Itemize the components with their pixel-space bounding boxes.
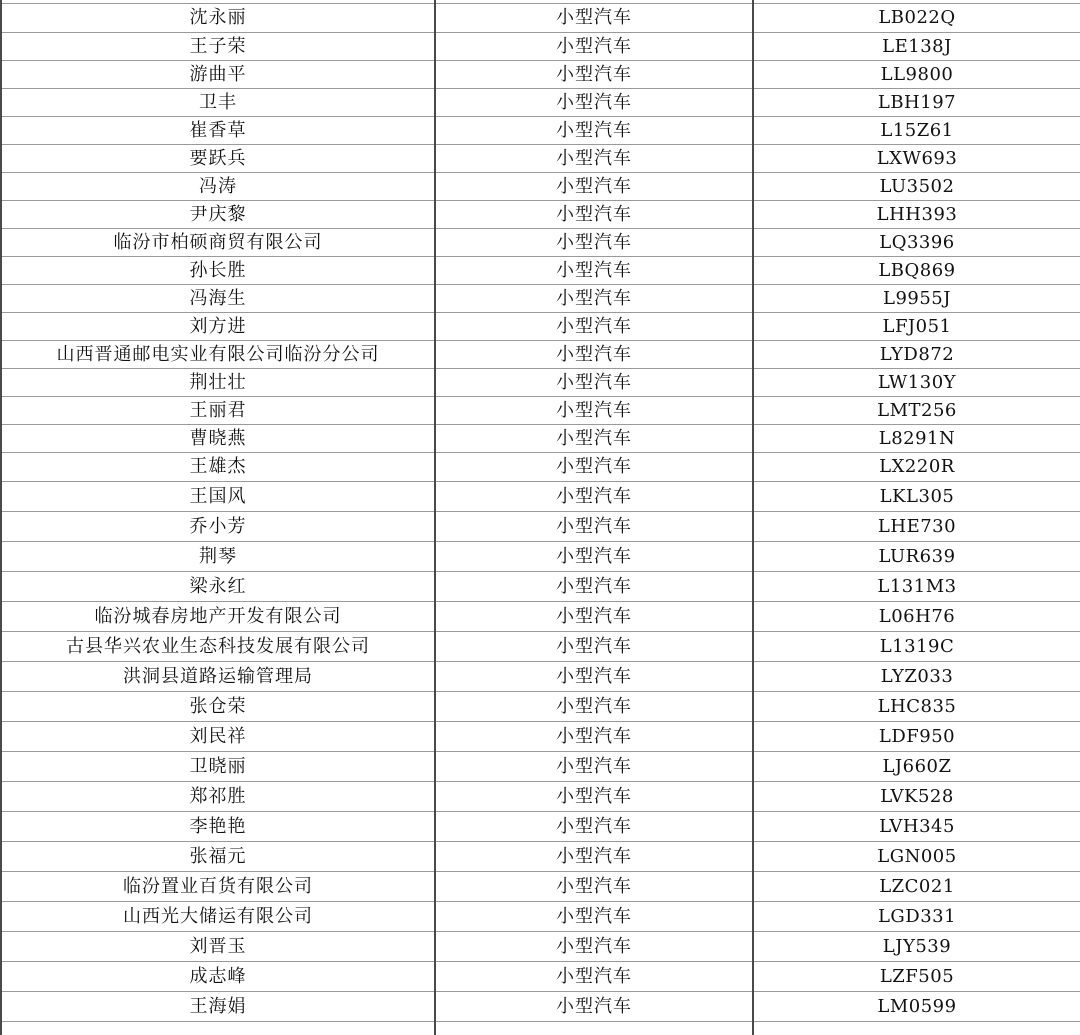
plate-number-cell: LZC021 [753,872,1080,902]
plate-number-cell: L8291N [753,425,1080,453]
table-row [1,752,1080,782]
vehicle-type-cell: 小型汽车 [435,542,753,572]
plate-number-cell: LYZ033 [753,662,1080,692]
owner-name-cell: 临汾市柏硕商贸有限公司 [1,229,435,257]
plate-number-cell: LHH393 [753,201,1080,229]
plate-number-cell [753,1022,1080,1035]
plate-number-cell: LMT256 [753,397,1080,425]
vehicle-type-cell: 小型汽车 [435,257,753,285]
vehicle-type-cell: 小型汽车 [435,89,753,117]
table-row [1,902,1080,932]
table-row [1,722,1080,752]
owner-name-cell: 梁永红 [1,572,435,602]
plate-number-cell: L06H76 [753,602,1080,632]
table-row [1,782,1080,812]
table-row [1,201,1080,229]
plate-number-cell: LYD872 [753,341,1080,369]
owner-name-cell: 荆壮壮 [1,369,435,397]
table-row [1,962,1080,992]
owner-name-cell: 卫晓丽 [1,752,435,782]
table-row [1,285,1080,313]
table-row [1,482,1080,512]
owner-name-cell: 游曲平 [1,61,435,89]
table-row [1,61,1080,89]
owner-name-cell: 古县华兴农业生态科技发展有限公司 [1,632,435,662]
vehicle-type-cell: 小型汽车 [435,632,753,662]
vehicle-table-body [1,0,1080,1035]
owner-name-cell: 刘晋玉 [1,932,435,962]
table-row [1,542,1080,572]
plate-number-cell: LX220R [753,453,1080,482]
plate-number-cell: LE138J [753,33,1080,61]
plate-number-cell: L9955J [753,285,1080,313]
plate-number-cell: LUR639 [753,542,1080,572]
owner-name-cell: 曹晓燕 [1,425,435,453]
plate-number-cell: LBQ869 [753,257,1080,285]
vehicle-type-cell: 小型汽车 [435,229,753,257]
vehicle-type-cell: 小型汽车 [435,61,753,89]
plate-number-cell: LB022Q [753,4,1080,33]
owner-name-cell: 张福元 [1,842,435,872]
vehicle-type-cell: 小型汽车 [435,173,753,201]
table-row [1,369,1080,397]
vehicle-type-cell: 小型汽车 [435,369,753,397]
table-row [1,257,1080,285]
plate-number-cell: LVK528 [753,782,1080,812]
plate-number-cell: LL9800 [753,61,1080,89]
owner-name-cell: 张仓荣 [1,692,435,722]
table-row [1,425,1080,453]
plate-number-cell: LZF505 [753,962,1080,992]
vehicle-type-cell: 小型汽车 [435,285,753,313]
plate-number-cell: LHC835 [753,692,1080,722]
owner-name-cell: 孙长胜 [1,257,435,285]
vehicle-type-cell: 小型汽车 [435,425,753,453]
owner-name-cell: 洪洞县道路运输管理局 [1,662,435,692]
table-row [1,117,1080,145]
vehicle-type-cell: 小型汽车 [435,662,753,692]
owner-name-cell: 沈永丽 [1,4,435,33]
plate-number-cell: LGD331 [753,902,1080,932]
plate-number-cell: LJ660Z [753,752,1080,782]
plate-number-cell: LFJ051 [753,313,1080,341]
plate-number-cell: LGN005 [753,842,1080,872]
owner-name-cell: 崔香草 [1,117,435,145]
table-row [1,397,1080,425]
plate-number-cell: L1319C [753,632,1080,662]
owner-name-cell: 王海娟 [1,992,435,1022]
vehicle-type-cell: 小型汽车 [435,962,753,992]
vehicle-type-cell: 小型汽车 [435,572,753,602]
table-row [1,992,1080,1022]
owner-name-cell: 刘方进 [1,313,435,341]
vehicle-type-cell: 小型汽车 [435,482,753,512]
table-row [1,932,1080,962]
plate-number-cell: L15Z61 [753,117,1080,145]
owner-name-cell: 郑祁胜 [1,782,435,812]
table-row [1,1022,1080,1035]
owner-name-cell: 山西光大储运有限公司 [1,902,435,932]
owner-name-cell: 尹庆黎 [1,201,435,229]
vehicle-type-cell: 小型汽车 [435,992,753,1022]
vehicle-type-cell: 小型汽车 [435,4,753,33]
vehicle-type-cell: 小型汽车 [435,602,753,632]
owner-name-cell: 李艳艳 [1,812,435,842]
table-row [1,4,1080,33]
vehicle-type-cell: 小型汽车 [435,313,753,341]
plate-number-cell: LQ3396 [753,229,1080,257]
vehicle-type-cell: 小型汽车 [435,117,753,145]
plate-number-cell: LU3502 [753,173,1080,201]
table-row [1,692,1080,722]
owner-name-cell: 乔小芳 [1,512,435,542]
vehicle-type-cell: 小型汽车 [435,33,753,61]
owner-name-cell [1,1022,435,1035]
table-row [1,842,1080,872]
table-row [1,453,1080,482]
plate-number-cell: L131M3 [753,572,1080,602]
plate-number-cell: LBH197 [753,89,1080,117]
owner-name-cell: 王雄杰 [1,453,435,482]
owner-name-cell: 王丽君 [1,397,435,425]
table-row [1,89,1080,117]
plate-number-cell: LW130Y [753,369,1080,397]
table-row [1,812,1080,842]
plate-number-cell: LVH345 [753,812,1080,842]
table-row [1,872,1080,902]
table-row [1,512,1080,542]
owner-name-cell: 王子荣 [1,33,435,61]
table-row [1,572,1080,602]
owner-name-cell: 要跃兵 [1,145,435,173]
vehicle-type-cell: 小型汽车 [435,692,753,722]
vehicle-type-cell: 小型汽车 [435,932,753,962]
owner-name-cell: 荆琴 [1,542,435,572]
owner-name-cell: 临汾置业百货有限公司 [1,872,435,902]
plate-number-cell: LDF950 [753,722,1080,752]
vehicle-type-cell: 小型汽车 [435,782,753,812]
vehicle-type-cell: 小型汽车 [435,201,753,229]
owner-name-cell: 卫丰 [1,89,435,117]
vehicle-type-cell: 小型汽车 [435,842,753,872]
owner-name-cell: 冯海生 [1,285,435,313]
vehicle-type-cell: 小型汽车 [435,397,753,425]
vehicle-type-cell: 小型汽车 [435,512,753,542]
vehicle-type-cell: 小型汽车 [435,145,753,173]
vehicle-type-cell: 小型汽车 [435,902,753,932]
owner-name-cell: 冯涛 [1,173,435,201]
plate-number-cell: LHE730 [753,512,1080,542]
table-row [1,341,1080,369]
table-row [1,173,1080,201]
table-row [1,632,1080,662]
table-row [1,602,1080,632]
vehicle-type-cell: 小型汽车 [435,872,753,902]
table-row [1,229,1080,257]
owner-name-cell: 山西晋通邮电实业有限公司临汾分公司 [1,341,435,369]
vehicle-type-cell [435,1022,753,1035]
owner-name-cell: 王国风 [1,482,435,512]
owner-name-cell: 成志峰 [1,962,435,992]
table-row [1,33,1080,61]
vehicle-type-cell: 小型汽车 [435,812,753,842]
vehicle-type-cell: 小型汽车 [435,722,753,752]
plate-number-cell: LJY539 [753,932,1080,962]
plate-number-cell: LKL305 [753,482,1080,512]
owner-name-cell: 刘民祥 [1,722,435,752]
vehicle-type-cell: 小型汽车 [435,341,753,369]
plate-number-cell: LXW693 [753,145,1080,173]
table-row [1,662,1080,692]
table-row [1,313,1080,341]
table-row [1,145,1080,173]
vehicle-type-cell: 小型汽车 [435,453,753,482]
owner-name-cell: 临汾城春房地产开发有限公司 [1,602,435,632]
vehicle-type-cell: 小型汽车 [435,752,753,782]
plate-number-cell: LM0599 [753,992,1080,1022]
